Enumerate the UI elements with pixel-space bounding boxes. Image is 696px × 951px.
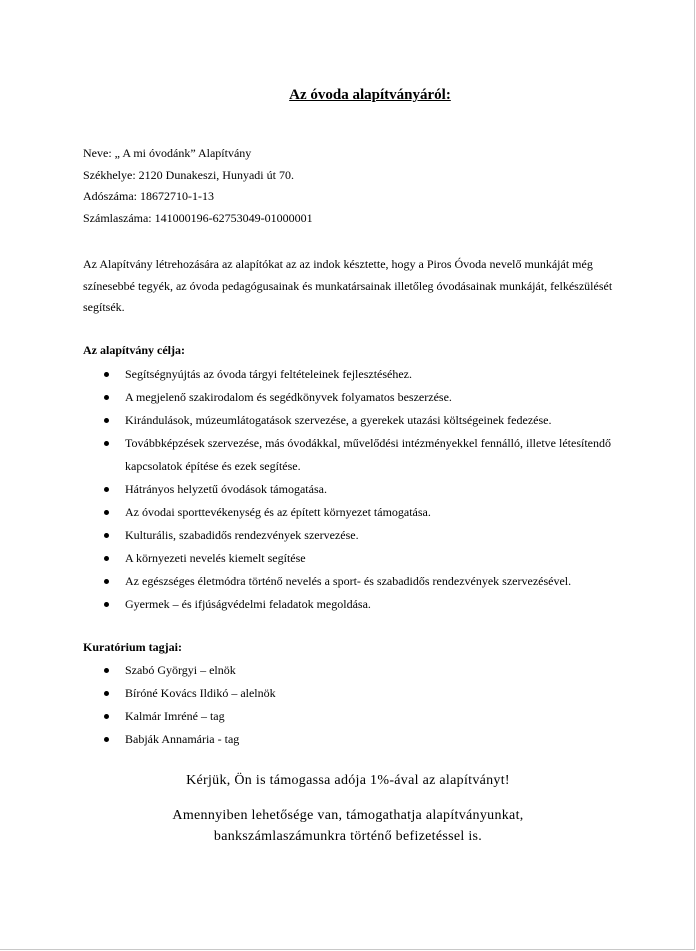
bullet-icon	[104, 395, 109, 400]
foundation-account-number: Számlaszáma: 141000196-62753049-01000001	[83, 210, 313, 225]
list-item: A megjelenő szakirodalom és segédkönyvek folyamatos beszerzése.	[104, 386, 630, 409]
intro-paragraph: Az Alapítvány létrehozására az alapítókat az az indok késztette, hogy a Piros Óvoda nevelő munkáját még színesebbé tegyék, az óvoda pedagógusainak és munkatársainak illetőleg óvodásainak munkáját, felkészülését segítsék.	[83, 257, 613, 314]
foundation-seat: Székhelye: 2120 Dunakeszi, Hunyadi út 70.	[83, 167, 294, 182]
list-item: Az óvodai sporttevékenység és az épített környezet támogatása.	[104, 501, 630, 524]
board-list	[104, 659, 630, 751]
bullet-icon	[104, 714, 109, 719]
list-item: Szabó Györgyi – elnök	[104, 659, 630, 682]
foundation-name: Neve: „ A mi óvodánk” Alapítvány	[83, 146, 252, 160]
list-item: Segítségnyújtás az óvoda tárgyi feltételeinek fejlesztéséhez.	[104, 363, 630, 386]
bullet-icon	[104, 556, 109, 561]
bullet-icon	[104, 533, 109, 538]
list-item: Továbbképzések szervezése, más óvodákkal, művelődési intézményekkel fennálló, illetve létesítendő kapcsolatok építése és ezek segítése.	[104, 432, 630, 478]
list-item: Hátrányos helyzetű óvodások támogatása.	[104, 478, 630, 501]
bullet-icon	[104, 372, 109, 377]
support-info-line-1: Amennyiben lehetősége van, támogathatja alapítványunkat,	[172, 808, 524, 823]
bullet-icon	[104, 691, 109, 696]
goals-heading: Az alapítvány célja:	[83, 343, 185, 357]
list-item: Bíróné Kovács Ildikó – alelnök	[104, 682, 630, 705]
list-item: Kulturális, szabadidős rendezvények szervezése.	[104, 524, 630, 547]
foundation-info	[83, 143, 313, 229]
bullet-icon	[104, 441, 109, 446]
support-info-line-2: bankszámlaszámunkra történő befizetéssel is.	[213, 829, 483, 844]
bullet-icon	[104, 487, 109, 492]
board-heading: Kuratórium tagjai:	[83, 640, 182, 654]
bullet-icon	[104, 668, 109, 673]
bullet-icon	[104, 602, 109, 607]
list-item: Kirándulások, múzeumlátogatások szervezése, a gyerekek utazási költségeinek fedezése.	[104, 409, 630, 432]
list-item: A környezeti nevelés kiemelt segítése	[104, 547, 630, 570]
bullet-icon	[104, 418, 109, 423]
page-title: Az óvoda alapítványáról:	[289, 87, 451, 103]
list-item: Gyermek – és ifjúságvédelmi feladatok megoldása.	[104, 593, 630, 616]
foundation-tax-number: Adószáma: 18672710-1-13	[83, 189, 214, 203]
support-request: Kérjük, Ön is támogassa adója 1%-ával az alapítványt!	[186, 773, 510, 788]
list-item: Babják Annamária - tag	[104, 728, 630, 751]
list-item: Kalmár Imréné – tag	[104, 705, 630, 728]
goals-list	[104, 363, 630, 616]
bullet-icon	[104, 510, 109, 515]
bullet-icon	[104, 579, 109, 584]
list-item: Az egészséges életmódra történő nevelés a sport- és szabadidős rendezvények szervezésével.	[104, 570, 630, 593]
bullet-icon	[104, 737, 109, 742]
